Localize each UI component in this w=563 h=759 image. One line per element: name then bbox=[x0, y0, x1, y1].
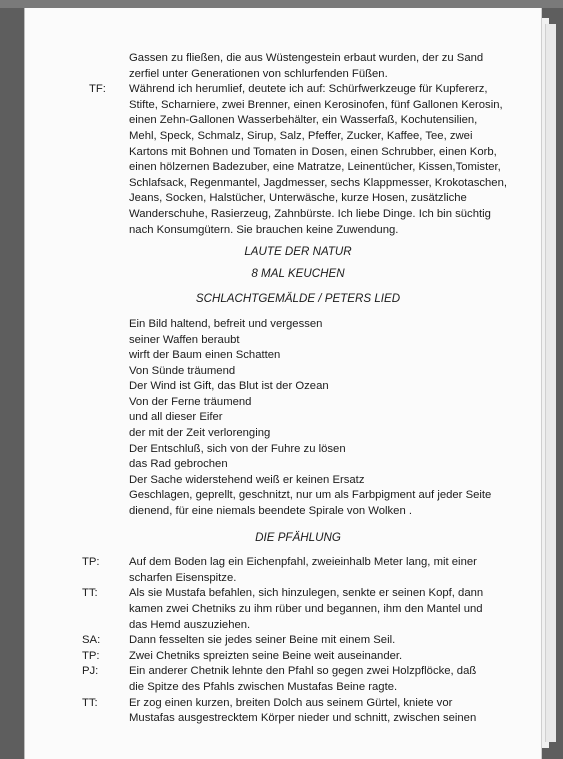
poem-line: Von Sünde träumend bbox=[129, 364, 236, 377]
dialogue-line: TT: Er zog einen kurzen, breiten Dolch aus seinem Gürtel, kniete vor bbox=[25, 696, 541, 712]
prose-paragraph-tf bbox=[25, 82, 541, 238]
poem-line: Der Wind ist Gift, das Blut ist der Ozean bbox=[129, 380, 329, 393]
dialogue-line: das Hemd auszuziehen. bbox=[129, 618, 251, 631]
section-heading-pfaehlung: DIE PFÄHLUNG bbox=[255, 530, 341, 544]
text-line: einen hölzernen Badezuber, eine Matratze, Leinentücher, Kissen,Tomister, bbox=[129, 161, 501, 174]
dialogue-line: TT: Als sie Mustafa befahlen, sich hinzulegen, senkte er seinen Kopf, dann bbox=[25, 586, 541, 602]
text-line: Stifte, Scharniere, zwei Brenner, einen Kerosinofen, fünf Gallonen Kerosin, bbox=[129, 98, 503, 111]
prose-paragraph bbox=[25, 51, 541, 82]
speaker-label: PJ: bbox=[82, 665, 99, 678]
speaker-label: TT: bbox=[82, 696, 98, 709]
text-line: Jeans, Socken, Halstücher, Unterwäsche, kurze Hosen, zusätzliche bbox=[129, 192, 467, 205]
dialogue-line: Mustafas ausgestrecktem Körper nieder und schnitt, zwischen seinen bbox=[129, 712, 477, 725]
poem-line: Der Entschluß, sich von der Fuhre zu lösen bbox=[129, 442, 346, 455]
text-line: Kartons mit Bohnen und Tomaten in Dosen, einen Schrubber, einen Korb, bbox=[129, 145, 497, 158]
text-line: TF: Während ich herumlief, deutete ich auf: Schürfwerkzeuge für Kupfererz, bbox=[25, 82, 541, 98]
poem bbox=[25, 317, 541, 520]
page-text bbox=[25, 8, 541, 727]
poem-line: seiner Waffen beraubt bbox=[129, 333, 240, 346]
speaker-label: TF: bbox=[89, 83, 106, 96]
text-line: Mehl, Speck, Schmalz, Sirup, Salz, Pfeffer, Zucker, Kaffee, Tee, zwei bbox=[129, 129, 473, 142]
text-line: einen Zehn-Gallonen Wasserbehälter, ein Wasserfaß, Kochutensilien, bbox=[129, 114, 478, 127]
dialogue-line: kamen zwei Chetniks zu ihm rüber und begannen, ihm den Mantel und bbox=[129, 603, 483, 615]
text-line: nach Konsumgütern. Sie brauchen keine Zuwendung. bbox=[129, 223, 399, 236]
section-heading-laute: LAUTE DER NATUR bbox=[244, 245, 352, 259]
poem-line: der mit der Zeit verlorenging bbox=[129, 427, 271, 440]
poem-line: dienend, für eine niemals beendete Spirale von Wolken . bbox=[129, 505, 413, 518]
text-line: Gassen zu fließen, die aus Wüstengestein erbaut wurden, der zu Sand bbox=[129, 52, 484, 64]
poem-line: Der Sache widerstehend weiß er keinen Ersatz bbox=[129, 473, 365, 486]
poem-line: Ein Bild haltend, befreit und vergessen bbox=[129, 317, 323, 330]
speaker-label: SA: bbox=[82, 634, 101, 647]
poem-line: Von der Ferne träumend bbox=[129, 395, 252, 408]
text-line: Schlafsack, Regenmantel, Jagdmesser, sechs Klappmesser, Krokotaschen, bbox=[129, 176, 508, 189]
document-page bbox=[24, 8, 542, 759]
dialogue-line: SA: Dann fesselten sie jedes seiner Beine mit einem Seil. bbox=[25, 633, 541, 649]
underlying-page-edge-2 bbox=[545, 24, 556, 742]
text-line: Wanderschuhe, Rasierzeug, Zahnbürste. Ich liebe Dinge. Ich bin süchtig bbox=[129, 207, 491, 220]
text-line: zerfiel unter Generationen von schlurfenden Füßen. bbox=[129, 67, 388, 80]
poem-line: wirft der Baum einen Schatten bbox=[129, 349, 281, 362]
dialogue-line: TP: Zwei Chetniks spreizten seine Beine weit auseinander. bbox=[25, 649, 541, 665]
dialogue-line: die Spitze des Pfahls zwischen Mustafas Beine ragte. bbox=[129, 680, 398, 693]
dialogue-line: scharfen Eisenspitze. bbox=[129, 571, 237, 584]
poem-line: das Rad gebrochen bbox=[129, 458, 228, 471]
speaker-label: TP: bbox=[82, 649, 100, 662]
dialogue bbox=[25, 555, 541, 727]
section-heading-keuchen: 8 MAL KEUCHEN bbox=[251, 266, 345, 280]
speaker-label: TP: bbox=[82, 556, 100, 569]
poem-line: Geschlagen, geprellt, geschnitzt, nur um als Farbpigment auf jeder Seite bbox=[129, 489, 492, 502]
poem-line: und all dieser Eifer bbox=[129, 411, 223, 424]
dialogue-line: PJ: Ein anderer Chetnik lehnte den Pfahl so gegen zwei Holzpflöcke, daß bbox=[25, 664, 541, 680]
scanner-edge bbox=[0, 0, 563, 8]
section-heading-schlachtgemaelde: SCHLACHTGEMÄLDE / PETERS LIED bbox=[195, 292, 401, 306]
dialogue-line: TP: Auf dem Boden lag ein Eichenpfahl, zweieinhalb Meter lang, mit einer bbox=[25, 555, 541, 571]
speaker-label: TT: bbox=[82, 587, 98, 600]
